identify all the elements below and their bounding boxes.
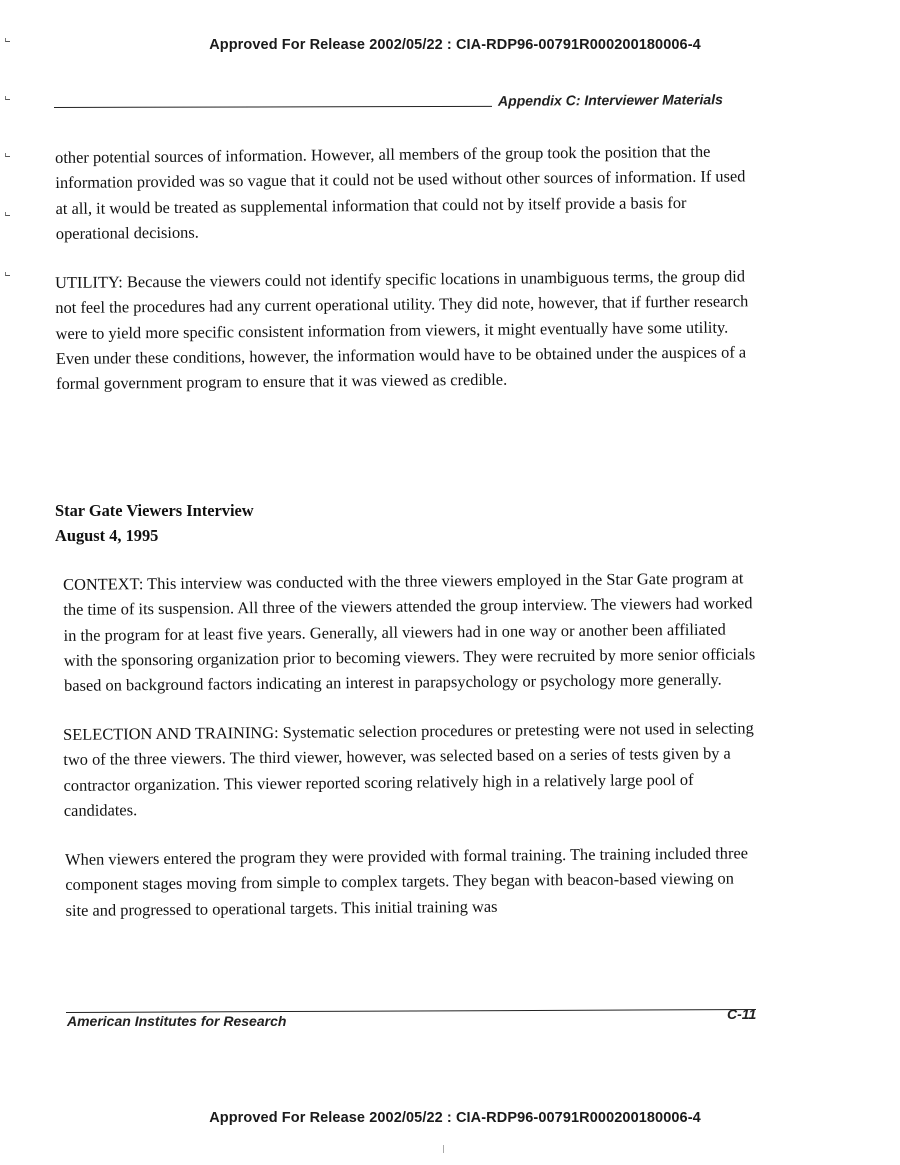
document-body xyxy=(55,141,756,923)
release-stamp-top: Approved For Release 2002/05/22 : CIA-RDP96-00791R000200180006-4 xyxy=(209,37,701,53)
paragraph-utility: UTILITY: Because the viewers could not identify specific locations in unambiguous terms, the group did not feel the procedures had any current operational utility. They did note, however, that if further research were to yield more specific consistent information from viewers, it might eventually have some utility. Even under these conditions, however, the information would have to be obtained under the auspices of a formal government program to ensure that it was viewed as credible. xyxy=(55,266,749,394)
paragraph-context: CONTEXT: This interview was conducted with the three viewers employed in the Star Gate program at the time of its suspension. All three of the viewers attended the group interview. The viewers had worked in the program for at least five years. Generally, all viewers had in one way or another been affiliated with the sponsoring organization prior to becoming viewers. They were recruited by more senior officials based on background factors indicating an interest in parapsychology or psychology more generally. xyxy=(63,568,756,695)
section-title: Star Gate Viewers Interview xyxy=(55,500,254,520)
margin-mark xyxy=(5,212,10,216)
release-stamp-bottom: Approved For Release 2002/05/22 : CIA-RDP96-00791R000200180006-4 xyxy=(209,1110,701,1126)
scan-artifact xyxy=(443,1145,444,1153)
margin-mark xyxy=(5,38,10,42)
margin-mark xyxy=(5,153,10,157)
margin-mark xyxy=(5,96,10,100)
header-rule xyxy=(54,106,492,108)
running-head: Appendix C: Interviewer Materials xyxy=(497,91,723,109)
paragraph-continuation: other potential sources of information. However, all members of the group took the position that the information provided was so vague that it could not be used without other sources of information. If used at all, it would be treated as supplemental information that could not by itself provide a basis for operational decisions. xyxy=(55,141,746,243)
paragraph-training: When viewers entered the program they were provided with formal training. The training included three component stages moving from simple to complex targets. They began with beacon-based viewing on site and progressed to operational targets. This initial training was xyxy=(65,843,749,920)
paragraph-selection-training: SELECTION AND TRAINING: Systematic selection procedures or pretesting were not used in selecting two of the three viewers. The third viewer, however, was selected based on a series of tests given by a contractor organization. This viewer reported scoring relatively high in a relatively large pool of candidates. xyxy=(63,718,754,820)
page-number: C-11 xyxy=(727,1006,757,1022)
section-date: August 4, 1995 xyxy=(55,525,159,545)
footer-organization: American Institutes for Research xyxy=(67,1013,287,1029)
margin-mark xyxy=(5,272,10,276)
